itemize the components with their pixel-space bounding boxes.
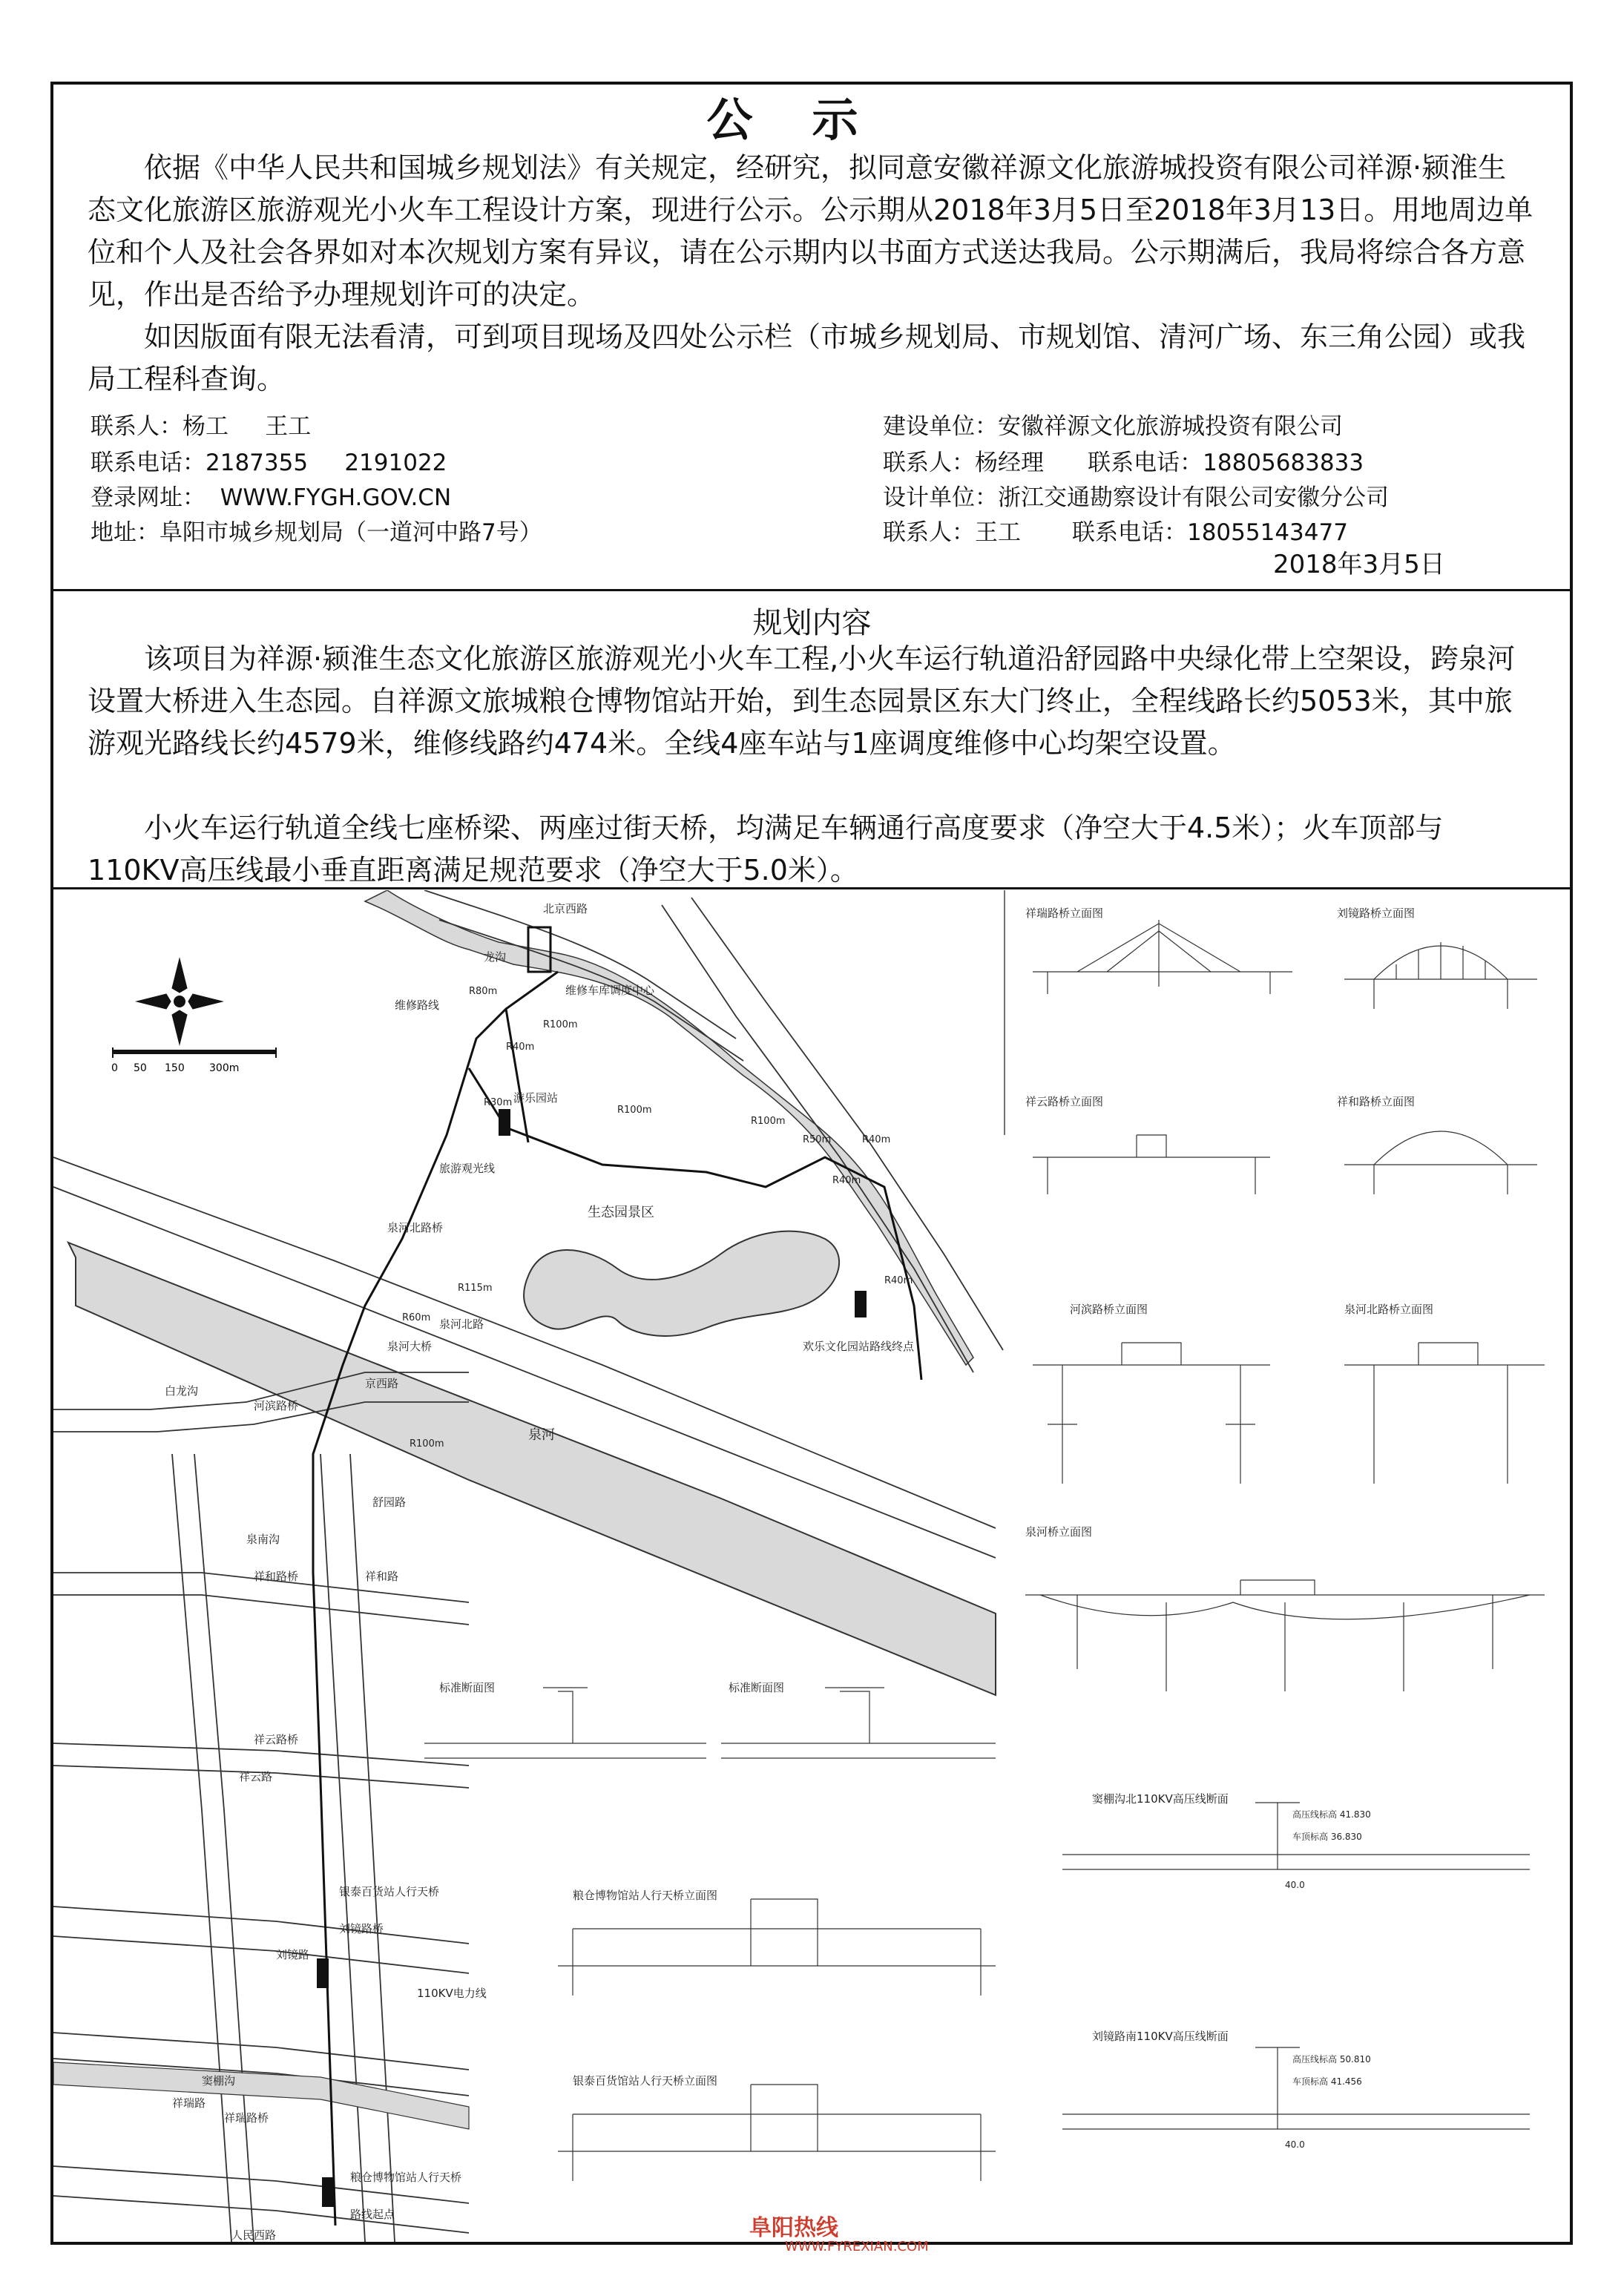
label-quanhe-beilu: 泉河北路 xyxy=(439,1317,484,1331)
label-longgou: 龙沟 xyxy=(484,950,507,964)
label-yintai-station: 银泰百货站人行天桥 xyxy=(339,1885,440,1898)
label-hebin-bridge: 河滨路桥 xyxy=(254,1399,299,1412)
label-power-line: 110KV电力线 xyxy=(417,1987,487,2000)
left-contact-4: 地址：阜阳市城乡规划局（一道河中路7号） xyxy=(91,519,542,546)
radius-7: R50m xyxy=(803,1134,832,1145)
label-start: 路线起点 xyxy=(350,2208,395,2221)
label-doupeng: 窦棚沟 xyxy=(202,2074,236,2088)
drawing-width-2: 40.0 xyxy=(1285,2139,1305,2150)
notice-paragraph-2: 如因版面有限无法看清，可到项目现场及四处公示栏（市城乡规划局、市规划馆、清河广场、东三角公园）或我局工程科查询。 xyxy=(88,320,1526,395)
drawing-liujing: 刘镜路桥立面图 xyxy=(1337,907,1416,920)
label-weixiu-center: 维修车库调度中心 xyxy=(565,984,655,997)
label-jingxilu: 京西路 xyxy=(365,1377,399,1390)
radius-3: R40m xyxy=(506,1042,535,1053)
radius-6: R100m xyxy=(751,1116,786,1127)
label-xianghe-bridge: 祥和路桥 xyxy=(254,1570,299,1583)
radius-2: R100m xyxy=(543,1019,578,1030)
drawing-width-1: 40.0 xyxy=(1285,1880,1305,1890)
drawing-xiangyun: 祥云路桥立面图 xyxy=(1025,1095,1104,1108)
radius-10: R40m xyxy=(884,1275,913,1286)
north-arrow xyxy=(135,957,224,1046)
radius-4: R30m xyxy=(484,1097,513,1108)
drawing-doupeng-h2: 车顶标高 36.830 xyxy=(1292,1832,1362,1842)
station-yintai xyxy=(317,1958,329,1988)
drawing-xianghe: 祥和路桥立面图 xyxy=(1337,1095,1416,1108)
label-youle-station: 游乐园站 xyxy=(513,1091,559,1105)
left-contact-2: 联系电话：2187355 2191022 xyxy=(91,450,447,476)
right-contact-1: 建设单位：安徽祥源文化旅游城投资有限公司 xyxy=(883,413,1343,440)
label-liangcang-station: 粮仓博物馆站人行天桥 xyxy=(350,2171,462,2184)
divider-2 xyxy=(50,887,1573,889)
drawing-liujing-h1: 高压线标高 50.810 xyxy=(1292,2054,1371,2065)
label-liujing-bridge: 刘镜路桥 xyxy=(339,1922,384,1935)
drawing-doupeng-hv: 窦棚沟北110KV高压线断面 xyxy=(1092,1792,1229,1806)
label-liujinglu: 刘镜路 xyxy=(276,1948,310,1961)
planning-paragraph-2: 小火车运行轨道全线七座桥梁、两座过街天桥，均满足车辆通行高度要求（净空大于4.5米）；火车顶部与110KV高压线最小垂直距离满足规范要求（净空大于5.0米）。 xyxy=(88,812,1444,886)
label-xianghelu: 祥和路 xyxy=(365,1570,399,1583)
drawing-sheet xyxy=(53,890,1570,2242)
label-shuyuanlu: 舒园路 xyxy=(372,1496,407,1509)
radius-1: R80m xyxy=(469,986,498,997)
scale-tick-2: 150 xyxy=(165,1062,185,1074)
scale-tick-0: 0 xyxy=(111,1062,118,1074)
planning-paragraph-1: 该项目为祥源·颍淮生态文化旅游区旅游观光小火车工程,小火车运行轨道沿舒园路中央绿化带上空架设，跨泉河设置大桥进入生态园。自祥源文旅城粮仓博物馆站开始，到生态园景区东大门终止，全程线路长约5053米，其中旅游观光路线长约4579米，维修线路约474米。全线4座车站与1座调度维修中心均架空设置。 xyxy=(88,642,1516,760)
radius-12: R60m xyxy=(402,1312,431,1323)
label-lvyou-line: 旅游观光线 xyxy=(439,1162,496,1175)
notice-date: 2018年3月5日 xyxy=(1273,550,1445,579)
scale-tick-1: 50 xyxy=(134,1062,147,1074)
label-xiangrui-bridge: 祥瑞路桥 xyxy=(224,2111,269,2125)
label-quannangou: 泉南沟 xyxy=(246,1533,280,1546)
radius-13: R100m xyxy=(410,1438,444,1450)
label-renmin-xilu: 人民西路 xyxy=(231,2228,277,2242)
left-contact-1: 联系人：杨工 王工 xyxy=(91,413,312,440)
label-weixiu-line: 维修路线 xyxy=(395,999,440,1012)
label-quanhe-bridge: 泉河大桥 xyxy=(387,1340,433,1353)
drawing-liangcang-ped: 粮仓博物馆站人行天桥立面图 xyxy=(573,1889,718,1902)
label-quanhe-beilu-bridge: 泉河北路桥 xyxy=(387,1221,444,1234)
right-contact-4: 联系人：王工 联系电话：18055143477 xyxy=(883,519,1348,546)
drawing-quanhe: 泉河桥立面图 xyxy=(1025,1525,1093,1539)
drawing-quanhebei: 泉河北路桥立面图 xyxy=(1344,1303,1434,1316)
drawing-liujing-h2: 车顶标高 41.456 xyxy=(1292,2076,1362,2087)
route-map-svg xyxy=(53,890,1570,2242)
right-contact-2: 联系人：杨经理 联系电话：18805683833 xyxy=(883,450,1364,476)
right-contact-3: 设计单位：浙江交通勘察设计有限公司安徽分公司 xyxy=(883,484,1389,511)
label-bailonggou: 白龙沟 xyxy=(165,1384,199,1398)
label-quanhe: 泉河 xyxy=(528,1427,555,1443)
label-xiangyun-bridge: 祥云路桥 xyxy=(254,1733,299,1746)
radius-11: R115m xyxy=(458,1283,493,1294)
page-title: 公示 xyxy=(706,93,918,147)
left-contact-3: 登录网址： WWW.FYGH.GOV.CN xyxy=(91,484,452,511)
watermark-url: WWW.FYREXIAN.COM xyxy=(785,2239,929,2254)
divider-1 xyxy=(50,589,1573,591)
radius-5: R100m xyxy=(617,1105,652,1116)
drawing-liujing-hv: 刘镜路南110KV高压线断面 xyxy=(1092,2030,1229,2043)
label-xiangyunlu: 祥云路 xyxy=(239,1770,273,1783)
drawing-doupeng-h1: 高压线标高 41.830 xyxy=(1292,1809,1371,1820)
radius-8: R40m xyxy=(862,1134,891,1145)
watermark-logo: 阜阳热线 xyxy=(749,2215,838,2241)
label-xiangruilu: 祥瑞路 xyxy=(172,2096,206,2110)
notice-paragraph-1: 依据《中华人民共和国城乡规划法》有关规定，经研究，拟同意安徽祥源文化旅游城投资有限公司祥源·颍淮生态文化旅游区旅游观光小火车工程设计方案，现进行公示。公示期从2018年3月5日至2018年3月13日。用地周边单位和个人及社会各界如对本次规划方案有异议，请在公示期内以书面方式送达我局。公示期满后，我局将综合各方意见，作出是否给予办理规划许可的决定。 xyxy=(88,151,1533,311)
scale-tick-3: 300m xyxy=(209,1062,240,1074)
drawing-yintai-ped: 银泰百货馆站人行天桥立面图 xyxy=(573,2074,718,2088)
elevation-drawings xyxy=(424,920,1545,2181)
station-liangcang xyxy=(322,2177,334,2207)
label-beijing-xilu: 北京西路 xyxy=(543,902,588,915)
drawing-xiangrui: 祥瑞路桥立面图 xyxy=(1025,907,1104,920)
drawing-std1: 标准断面图 xyxy=(439,1681,496,1694)
drawing-std2: 标准断面图 xyxy=(729,1681,785,1694)
drawing-hebin: 河滨路桥立面图 xyxy=(1070,1303,1148,1316)
station-youle xyxy=(499,1109,510,1136)
station-huanle xyxy=(855,1291,867,1317)
label-huanle-station: 欢乐文化园站路线终点 xyxy=(803,1340,915,1353)
scale-bar xyxy=(113,1047,276,1058)
radius-9: R40m xyxy=(832,1175,861,1186)
ecology-lake xyxy=(524,1231,839,1336)
planning-heading: 规划内容 xyxy=(752,606,872,640)
label-shengtai: 生态园景区 xyxy=(588,1205,654,1220)
